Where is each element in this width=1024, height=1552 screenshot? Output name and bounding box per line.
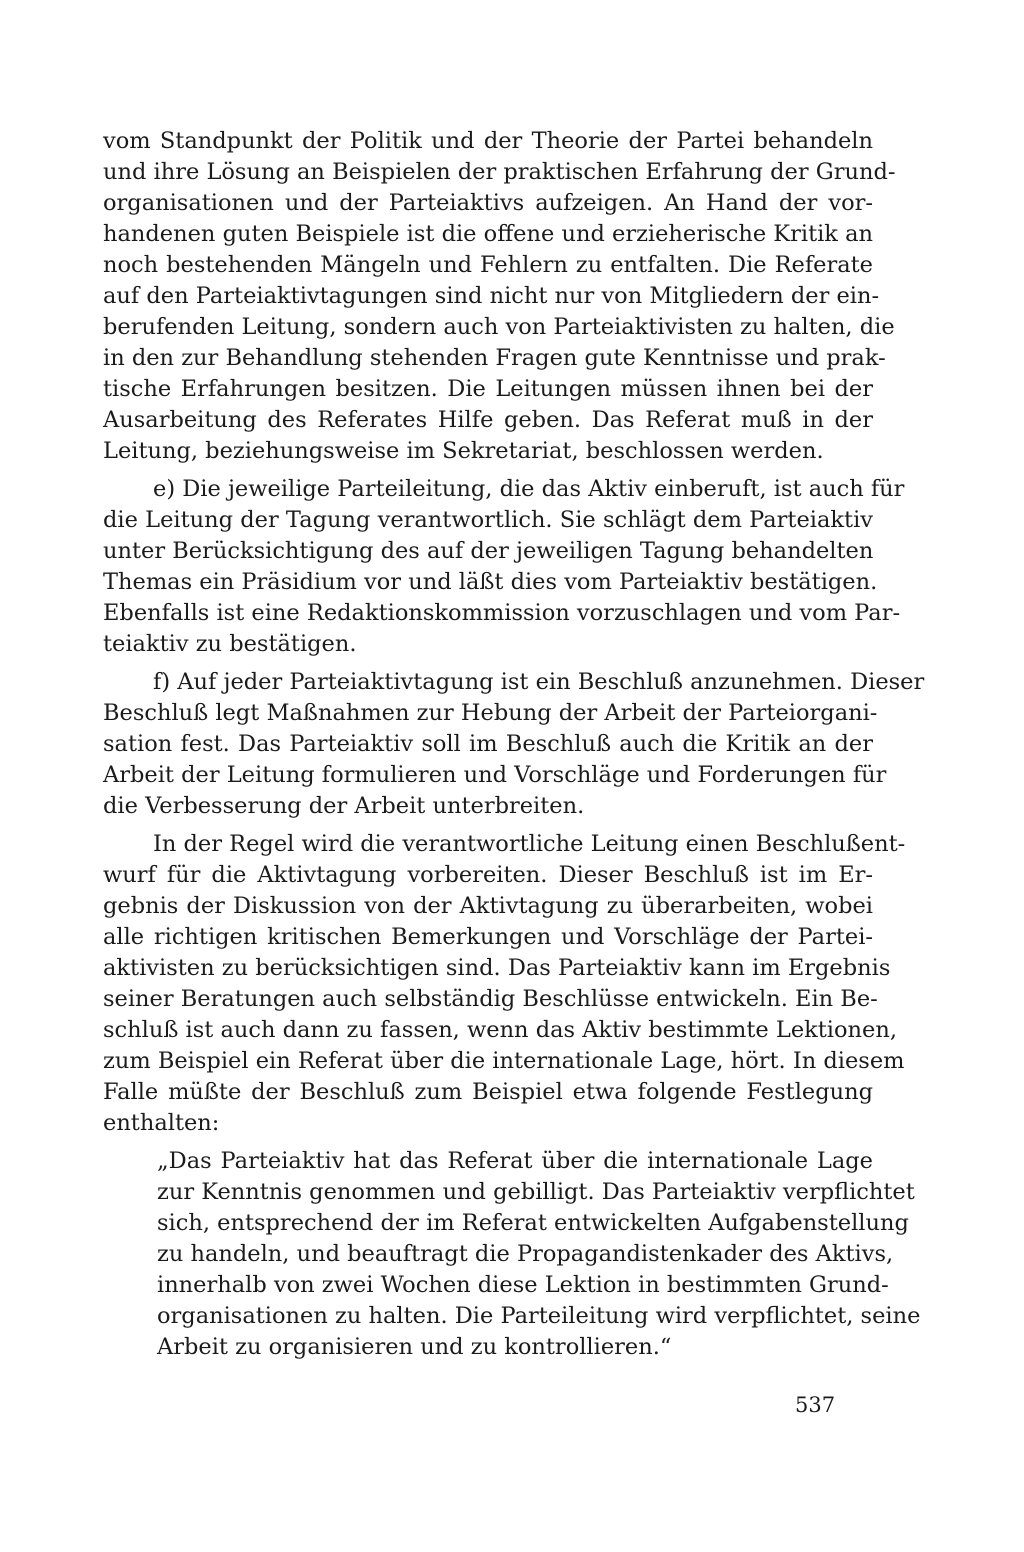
text-line: noch bestehenden Mängeln und Fehlern zu entfalten. Die Referate [103,252,873,278]
text-line: enthalten: [103,1110,220,1136]
text-line: zur Kenntnis genommen und gebilligt. Das Parteiaktiv verpflichtet [157,1179,915,1205]
text-line: seiner Beratungen auch selbständig Beschlüsse entwickeln. Ein Be- [103,986,878,1012]
paragraph [103,829,906,1139]
paragraph [103,474,905,660]
text-line: gebnis der Diskussion von der Aktivtagung zu überarbeiten, wobei [103,893,873,919]
body-text [103,126,925,1363]
text-line: zu handeln, und beauftragt die Propagandistenkader des Aktivs, [157,1241,894,1267]
text-line: In der Regel wird die verantwortliche Leitung einen Beschlußent- [153,831,906,857]
text-line: e) Die jeweilige Parteileitung, die das Aktiv einberuft, ist auch für [153,476,905,502]
text-line: Leitung, beziehungsweise im Sekretariat, beschlossen werden. [103,438,824,464]
text-line: Arbeit zu organisieren und zu kontrollieren.“ [157,1334,672,1360]
text-line: alle richtigen kritischen Bemerkungen und Vorschläge der Partei- [103,924,873,950]
text-line: die Leitung der Tagung verantwortlich. Sie schlägt dem Parteiaktiv [103,507,873,533]
paragraph-gap [103,822,873,829]
paragraph [103,667,925,822]
text-line: Ausarbeitung des Referates Hilfe geben. Das Referat muß in der [103,407,873,433]
text-line: die Verbesserung der Arbeit unterbreiten. [103,793,585,819]
text-line: unter Berücksichtigung des auf der jeweiligen Tagung behandelten [103,538,874,564]
text-line: berufenden Leitung, sondern auch von Parteiaktivisten zu halten, die [103,314,895,340]
text-line: tische Erfahrungen besitzen. Die Leitungen müssen ihnen bei der [103,376,873,402]
text-line: Themas ein Präsidium vor und läßt dies vom Parteiaktiv bestätigen. [103,569,878,595]
text-line: sich, entsprechend der im Referat entwickelten Aufgabenstellung [157,1210,909,1236]
text-line: Beschluß legt Maßnahmen zur Hebung der Arbeit der Parteiorgani- [103,700,878,726]
block-quote [103,1146,921,1363]
paragraph-gap [103,1139,873,1146]
text-line: organisationen zu halten. Die Parteileitung wird verpflichtet, seine [157,1303,921,1329]
text-line: f) Auf jeder Parteiaktivtagung ist ein Beschluß anzunehmen. Dieser [153,669,925,695]
paragraph-gap [103,467,873,474]
text-line: vom Standpunkt der Politik und der Theorie der Partei behandeln [103,128,873,154]
text-line: Arbeit der Leitung formulieren und Vorschläge und Forderungen für [103,762,887,788]
text-line: schluß ist auch dann zu fassen, wenn das Aktiv bestimmte Lektionen, [103,1017,898,1043]
text-line: Ebenfalls ist eine Redaktionskommission vorzuschlagen und vom Par- [103,600,901,626]
text-line: auf den Parteiaktivtagungen sind nicht nur von Mitgliedern der ein- [103,283,880,309]
text-line: organisationen und der Parteiaktivs aufzeigen. An Hand der vor- [103,190,873,216]
text-line: Falle müßte der Beschluß zum Beispiel etwa folgende Festlegung [103,1079,873,1105]
text-line: handenen guten Beispiele ist die offene und erzieherische Kritik an [103,221,873,247]
page-number: 537 [795,1393,836,1417]
text-line: innerhalb von zwei Wochen diese Lektion in bestimmten Grund- [157,1272,889,1298]
text-line: zum Beispiel ein Referat über die internationale Lage, hört. In diesem [103,1048,905,1074]
text-line: sation fest. Das Parteiaktiv soll im Beschluß auch die Kritik an der [103,731,873,757]
text-line: aktivisten zu berücksichtigen sind. Das Parteiaktiv kann im Ergebnis [103,955,891,981]
text-line: und ihre Lösung an Beispielen der praktischen Erfahrung der Grund- [103,159,896,185]
text-line: wurf für die Aktivtagung vorbereiten. Dieser Beschluß ist im Er- [103,862,873,888]
text-line: in den zur Behandlung stehenden Fragen gute Kenntnisse und prak- [103,345,886,371]
paragraph [103,126,896,467]
paragraph-gap [103,660,873,667]
text-line: „Das Parteiaktiv hat das Referat über die internationale Lage [157,1148,873,1174]
text-line: teiaktiv zu bestätigen. [103,631,357,657]
